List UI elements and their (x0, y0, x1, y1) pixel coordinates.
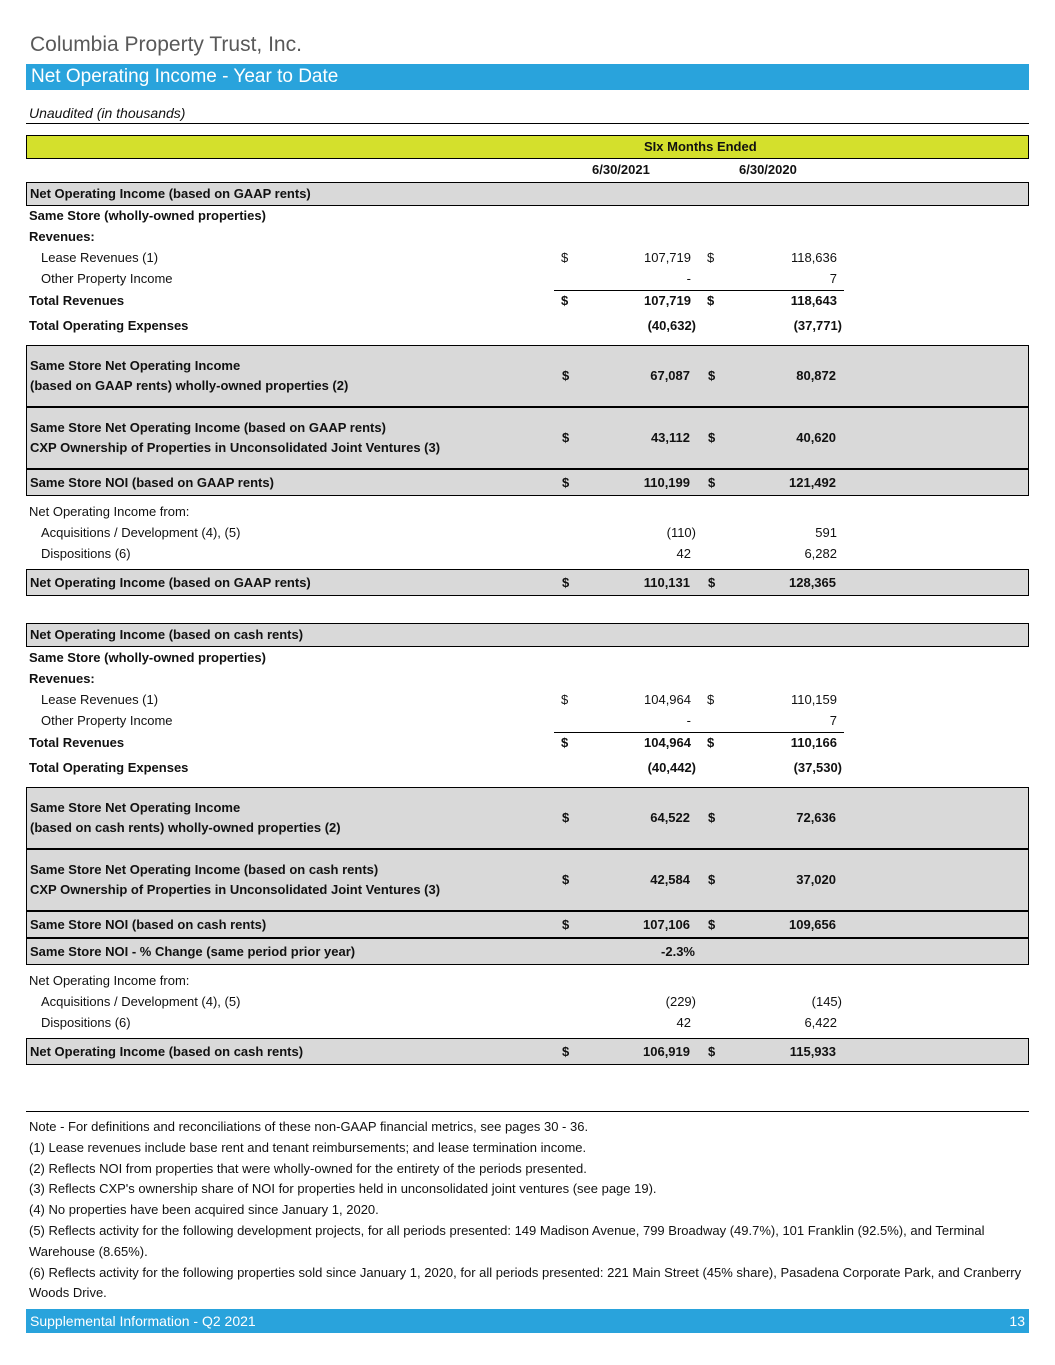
value-2021: 42,584 (650, 872, 690, 887)
label: Total Operating Expenses (29, 760, 189, 775)
label: Lease Revenues (1) (41, 692, 159, 707)
footnote: (6) Reflects activity for the following properties sold since January 1, 2020, for all periods presented: 221 Main Street (45% share), Pasadena Corporate Park, and Cranberry Woods Drive. (29, 1264, 1022, 1301)
value-2020: (37,530) (793, 760, 842, 775)
label: Same Store (wholly-owned properties) (29, 208, 266, 223)
dollar-sign: $ (708, 1044, 716, 1059)
gaap-acquisitions-row (26, 525, 1029, 545)
value-2020: 7 (829, 271, 837, 286)
footer-label: Supplemental Information - Q2 2021 (30, 1313, 256, 1329)
label: Net Operating Income (based on GAAP rents) (30, 575, 311, 590)
dollar-sign: $ (562, 1044, 570, 1059)
gaap-total-opex-row (26, 318, 1029, 338)
dollar-sign: $ (708, 430, 716, 445)
cash-other-income-row (26, 713, 1029, 733)
footnote: (4) No properties have been acquired since January 1, 2020. (29, 1202, 379, 1218)
label: Other Property Income (41, 713, 173, 728)
gaap-same-store-label (26, 208, 1029, 228)
label: Acquisitions / Development (4), (5) (41, 525, 241, 540)
label-line-1: Same Store Net Operating Income (30, 800, 241, 815)
cash-noi-from-label (26, 973, 1029, 993)
label: Same Store (wholly-owned properties) (29, 650, 266, 665)
value-2020: 115,933 (789, 1044, 836, 1059)
value-2021: - (686, 271, 691, 286)
value-2020: 6,422 (804, 1015, 837, 1030)
value-2021: (40,442) (647, 760, 696, 775)
value-2021: 104,964 (644, 735, 691, 750)
value-2020: (145) (811, 994, 842, 1009)
value-2020: 40,620 (796, 430, 836, 445)
column-1-header: 6/30/2021 (592, 162, 650, 177)
dollar-sign: $ (562, 475, 570, 490)
label: Revenues: (29, 671, 95, 686)
value-2021: 64,522 (650, 810, 690, 825)
label-line-1: Same Store Net Operating Income (30, 358, 241, 373)
dollar-sign: $ (562, 430, 570, 445)
label: Lease Revenues (1) (41, 250, 159, 265)
label-line-2: (based on cash rents) wholly-owned properties (2) (30, 820, 341, 835)
dollar-sign: $ (707, 250, 715, 265)
cash-total-opex-row (26, 760, 1029, 780)
value-2021: (110) (666, 525, 696, 540)
cash-total-revenues-row (26, 735, 1029, 755)
value-2021: 43,112 (650, 430, 690, 445)
footnote: (1) Lease revenues include base rent and tenant reimbursements; and lease termination income. (29, 1139, 587, 1155)
dollar-sign: $ (708, 872, 716, 887)
dollar-sign: $ (562, 368, 570, 383)
cash-section-header (26, 623, 1029, 647)
value-2021: 107,106 (643, 917, 690, 932)
gaap-dispositions-row (26, 546, 1029, 566)
dollar-sign: $ (708, 368, 716, 383)
dollar-sign: $ (561, 250, 569, 265)
footer-bar (26, 1309, 1029, 1333)
label: Revenues: (29, 229, 95, 244)
value-2021: - (686, 713, 691, 728)
label: Acquisitions / Development (4), (5) (41, 994, 241, 1009)
gaap-noi-from-label (26, 504, 1029, 524)
gaap-other-income-row (26, 271, 1029, 291)
cash-section-title: Net Operating Income (based on cash rents) (30, 627, 304, 642)
label: Total Revenues (29, 293, 125, 308)
gaap-section-header (26, 182, 1029, 206)
label: Dispositions (6) (41, 546, 131, 561)
label: Same Store NOI (based on GAAP rents) (30, 475, 274, 490)
gaap-section-title: Net Operating Income (based on GAAP rents) (30, 186, 311, 201)
column-group-header (26, 135, 1029, 159)
value-2020: 121,492 (789, 475, 836, 490)
label: Same Store NOI (based on cash rents) (30, 917, 267, 932)
column-headers (26, 162, 1029, 182)
cash-noi-total-row (26, 1038, 1029, 1065)
value-2021: 107,719 (644, 250, 691, 265)
value-2020: 109,656 (789, 917, 836, 932)
gaap-ss-noi-wholly-row (26, 345, 1029, 407)
dollar-sign: $ (562, 917, 570, 932)
gaap-lease-revenues-row (26, 250, 1029, 270)
value-2021: (229) (665, 994, 696, 1009)
label: Net Operating Income from: (29, 973, 190, 988)
dollar-sign: $ (708, 917, 716, 932)
cash-pct-change-row (26, 938, 1029, 965)
gaap-revenues-label (26, 229, 1029, 249)
label-line-2: CXP Ownership of Properties in Unconsolidated Joint Ventures (3) (30, 882, 441, 897)
label: Total Operating Expenses (29, 318, 189, 333)
label: Net Operating Income from: (29, 504, 190, 519)
gaap-ss-noi-row (26, 469, 1029, 496)
page-number: 13 (1009, 1313, 1025, 1329)
value-2020: 6,282 (804, 546, 837, 561)
gaap-revenues-underline (554, 290, 844, 291)
dollar-sign: $ (708, 475, 716, 490)
dollar-sign: $ (708, 575, 716, 590)
value-2021: 104,964 (644, 692, 691, 707)
dollar-sign: $ (707, 692, 715, 707)
value-2021: 42 (676, 546, 691, 561)
cash-lease-revenues-row (26, 692, 1029, 712)
value-2021: 107,719 (644, 293, 691, 308)
cash-dispositions-row (26, 1015, 1029, 1035)
page-title-bar: Net Operating Income - Year to Date (26, 64, 1029, 90)
footnote: (2) Reflects NOI from properties that were wholly-owned for the entirety of the periods presented. (29, 1160, 587, 1176)
dollar-sign: $ (561, 692, 569, 707)
footnotes (26, 1111, 1029, 1304)
label: Net Operating Income (based on cash rents) (30, 1044, 304, 1059)
value-2021: 67,087 (650, 368, 690, 383)
footnote: Note - For definitions and reconciliations of these non-GAAP financial metrics, see pages 30 - 36. (29, 1119, 589, 1134)
subtitle: Unaudited (in thousands) (29, 105, 186, 121)
column-group-label: SIx Months Ended (644, 139, 757, 154)
dollar-sign: $ (562, 872, 570, 887)
value-2021: 110,199 (643, 475, 690, 490)
dollar-sign: $ (562, 810, 570, 825)
value-2020: 118,636 (790, 250, 837, 265)
value-2020: 37,020 (796, 872, 836, 887)
value-2020: 128,365 (789, 575, 836, 590)
label: Dispositions (6) (41, 1015, 131, 1030)
value-2021: 106,919 (643, 1044, 690, 1059)
cash-ss-noi-wholly-row (26, 787, 1029, 849)
value-2021: 110,131 (643, 575, 690, 590)
label: Same Store NOI - % Change (same period prior year) (30, 944, 356, 959)
footnote: (3) Reflects CXP's ownership share of NOI for properties held in unconsolidated joint ventures (see page 19). (29, 1181, 657, 1197)
column-2-header: 6/30/2020 (739, 162, 797, 177)
dollar-sign: $ (561, 293, 569, 308)
dollar-sign: $ (707, 735, 715, 750)
value-2020: 7 (829, 713, 837, 728)
value-2020: 72,636 (796, 810, 836, 825)
value-2020: 110,166 (790, 735, 837, 750)
value-2020: 118,643 (790, 293, 837, 308)
cash-ss-noi-row (26, 911, 1029, 938)
label: Other Property Income (41, 271, 173, 286)
label-line-2: CXP Ownership of Properties in Unconsolidated Joint Ventures (3) (30, 440, 441, 455)
label: Total Revenues (29, 735, 125, 750)
gaap-ss-noi-jv-row (26, 407, 1029, 469)
value-2021: -2.3% (661, 944, 695, 959)
value-2020: 591 (815, 525, 837, 540)
cash-revenues-label (26, 671, 1029, 691)
cash-same-store-label (26, 650, 1029, 670)
subtitle-rule (26, 123, 1029, 124)
company-name: Columbia Property Trust, Inc. (30, 33, 302, 56)
value-2020: 80,872 (796, 368, 836, 383)
value-2020: (37,771) (793, 318, 842, 333)
label-line-1: Same Store Net Operating Income (based on cash rents) (30, 862, 379, 877)
cash-ss-noi-jv-row (26, 849, 1029, 911)
dollar-sign: $ (562, 575, 570, 590)
gaap-total-revenues-row (26, 293, 1029, 313)
value-2021: (40,632) (647, 318, 696, 333)
gaap-noi-total-row (26, 569, 1029, 596)
label-line-2: (based on GAAP rents) wholly-owned properties (2) (30, 378, 349, 393)
cash-revenues-underline (554, 732, 844, 733)
value-2020: 110,159 (790, 692, 837, 707)
value-2021: 42 (676, 1015, 691, 1030)
dollar-sign: $ (708, 810, 716, 825)
dollar-sign: $ (707, 293, 715, 308)
label-line-1: Same Store Net Operating Income (based on GAAP rents) (30, 420, 386, 435)
cash-acquisitions-row (26, 994, 1029, 1014)
footnote: (5) Reflects activity for the following development projects, for all periods presented: 149 Madison Avenue, 799 Broadway (49.7%), 101 Franklin (92.5%), and Terminal Warehouse (8.65%). (29, 1222, 985, 1259)
dollar-sign: $ (561, 735, 569, 750)
